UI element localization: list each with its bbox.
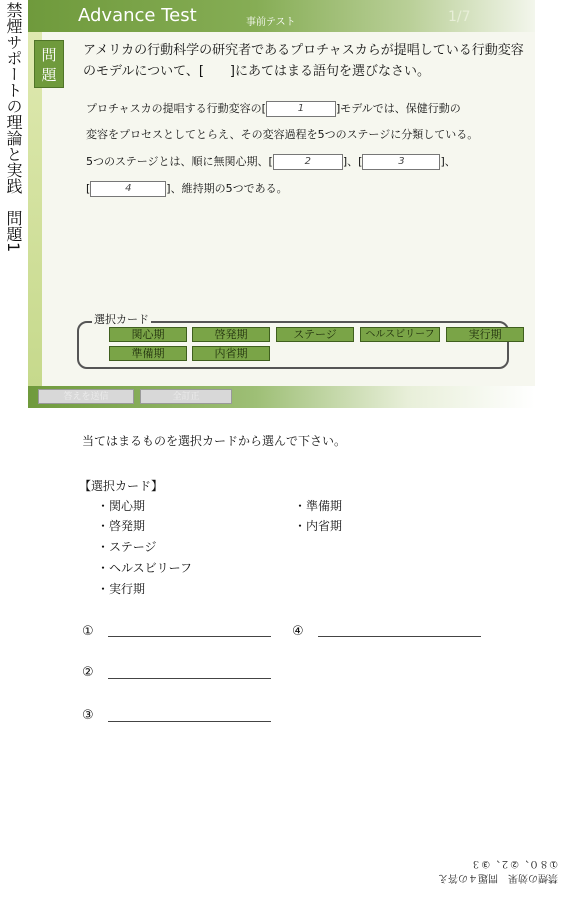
body-line-3 [86,154,526,170]
card-junbiki[interactable]: 準備期 [109,346,187,361]
body-text-1a: プロチャスカの提唱する行動変容の[ [86,102,266,115]
option-item: ・ヘルスビリーフ [97,561,193,575]
answer-blank-3[interactable]: 3 [362,154,440,170]
option-item: ・ステージ [97,540,157,554]
body-text-4a: [ [86,182,91,195]
answer-line-2[interactable] [108,678,271,679]
option-item: ・内省期 [294,519,343,533]
selection-card-label: 選択カード [94,313,149,326]
question-badge [34,40,64,88]
question-text: アメリカの行動科学の研究者であるプロチャスカらが提唱している行動変容のモデルについて、[ ]にあてはまる語句を選びなさい。 [83,43,524,79]
answer-label-1: ① [82,624,94,639]
side-title: 禁煙サポートの理論と実践 問題1 [4,2,23,253]
card-jikkouki[interactable]: 実行期 [446,327,524,342]
answer-blank-4[interactable]: 4 [90,181,166,197]
test-subtitle: 事前テスト [246,17,296,28]
body-line-2: 変容をプロセスとしてとらえ、その変容過程を5つのステージに分類している。 [86,128,479,141]
answer-line-3[interactable] [108,721,271,722]
upside-down-answer [438,856,558,884]
card-keihatsuki[interactable]: 啓発期 [192,327,270,342]
footer-line-1: 禁煙の効果 問題４の答え [438,872,558,883]
submit-answer-button[interactable]: 答えを送信 [38,389,134,404]
body-text-3a: 5つのステージとは、順に無関心期、[ [86,155,273,168]
question-badge-label: 問題 [41,46,57,84]
body-line-1 [86,101,526,117]
option-item: ・啓発期 [97,519,146,533]
worksheet-instruction: 当てはまるものを選択カードから選んで下さい。 [82,434,347,448]
page-indicator: 1/7 [448,9,471,25]
answer-blank-2[interactable]: 2 [273,154,343,170]
correct-all-button[interactable]: 全訂正 [140,389,232,404]
card-health-belief[interactable]: ヘルスビリーフ [360,327,440,342]
option-item: ・実行期 [97,582,146,596]
answer-label-3: ③ [82,708,94,723]
body-text-3c: ]、 [440,155,456,168]
body-text-3b: ]、[ [342,155,363,168]
card-stage[interactable]: ステージ [276,327,354,342]
answer-line-4[interactable] [318,636,481,637]
body-text-4b: ]、維持期の5つである。 [166,182,288,195]
answer-label-2: ② [82,665,94,680]
option-item: ・準備期 [294,499,343,513]
answer-line-1[interactable] [108,636,271,637]
card-naiseiki[interactable]: 内省期 [192,346,270,361]
body-text-1b: ]モデルでは、保健行動の [335,102,461,115]
button-bar [28,386,535,408]
answer-label-4: ④ [292,624,304,639]
header-bar [28,0,535,32]
test-title: Advance Test [78,5,197,26]
card-kanshinki[interactable]: 関心期 [109,327,187,342]
answer-blank-1[interactable]: 1 [266,101,336,117]
option-item: ・関心期 [97,499,146,513]
footer-line-2: ①８０、②２、③３ [471,858,558,869]
body-line-4 [86,181,526,197]
worksheet-cards-heading: 【選択カード】 [79,479,164,493]
